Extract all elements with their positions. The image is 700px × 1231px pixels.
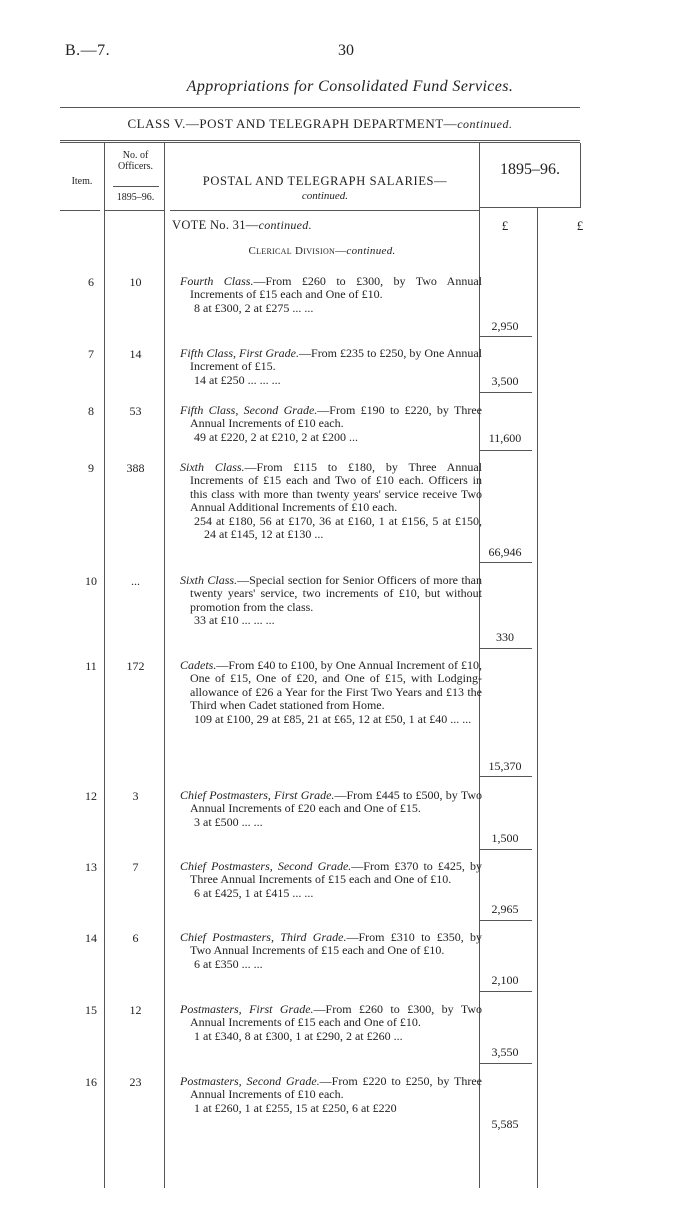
row-amount-rule (480, 920, 532, 921)
year-header-right-border (580, 143, 581, 208)
row-detail: 254 at £180, 56 at £170, 36 at £160, 1 at £156, 5 at £150, 24 at £145, 12 at £130 ... (194, 513, 482, 542)
pound-symbol-total: £ (576, 218, 584, 233)
vote-label (172, 218, 312, 233)
row-item: 16 (85, 1075, 97, 1089)
officers-header-rule (104, 210, 164, 211)
row-description (180, 1003, 482, 1043)
row-amount: 2,100 (491, 973, 519, 987)
row-description (180, 275, 482, 315)
officers-column-header (108, 150, 163, 172)
row-officers: 53 (129, 404, 142, 418)
row-item: 9 (88, 461, 94, 475)
row-amount: 11,600 (488, 431, 522, 445)
row-text: —From £445 to £500, by Two Annual Increments of £20 each and One of £15. (190, 788, 482, 816)
row-amount: 15,370 (488, 759, 522, 773)
row-text: —From £40 to £100, by One Annual Increment of £10, One of £15, One of £20, and One of £15, with Lodging-allowance of £26 a Year for the First Two Years and £13 the Third when Cadet stationed from Home. (190, 658, 482, 713)
page-subtitle: Appropriations for Consolidated Fund Services. (186, 78, 514, 95)
item-column-header: Item. (71, 176, 93, 187)
row-amount-rule (480, 392, 532, 393)
row-item: 7 (88, 347, 94, 361)
title-header-rule (170, 210, 480, 211)
row-detail: 8 at £300, 2 at £275 ... ... (194, 300, 314, 315)
row-heading: Fifth Class, Second Grade. (180, 403, 318, 417)
row-amount: 5,585 (491, 1117, 519, 1131)
row-text: —Special section for Senior Officers of more than twenty years' service, two increments of £10, but without promotion from the class. (190, 573, 483, 614)
class-title-cont: continued. (457, 117, 513, 131)
row-amount-rule (480, 648, 532, 649)
row-description (180, 789, 482, 829)
row-officers: 14 (129, 347, 142, 361)
row-detail: 6 at £425, 1 at £415 ... ... (194, 885, 314, 900)
amount-column-divider (537, 207, 538, 1188)
row-detail: 6 at £350 ... ... (194, 956, 263, 971)
division-heading (172, 245, 472, 257)
pound-symbol-amount: £ (501, 218, 509, 233)
row-text: —From £190 to £220, by Three Annual Increments of £10 each. (190, 403, 482, 431)
row-heading: Chief Postmasters, Second Grade. (180, 859, 352, 873)
row-item: 11 (85, 659, 97, 673)
row-text: —From £220 to £250, by Three Annual Increments of £10 each. (190, 1074, 482, 1102)
division-text: Clerical Division— (248, 245, 347, 257)
salaries-header-title: POSTAL AND TELEGRAPH SALARIES— (202, 174, 448, 188)
row-description (180, 347, 482, 387)
table-top-rule (60, 140, 580, 141)
row-amount: 3,550 (491, 1045, 519, 1059)
row-item: 15 (85, 1003, 97, 1017)
row-heading: Sixth Class. (180, 573, 238, 587)
row-detail: 49 at £220, 2 at £210, 2 at £200 ... (194, 429, 358, 444)
row-officers: 23 (129, 1075, 142, 1089)
row-officers: 12 (129, 1003, 142, 1017)
officers-column-year: 1895–96. (116, 192, 155, 203)
row-detail: 33 at £10 ... ... ... (194, 613, 275, 628)
row-heading: Fourth Class. (180, 274, 254, 288)
row-detail: 3 at £500 ... ... (194, 814, 263, 829)
row-item: 12 (85, 789, 97, 803)
row-heading: Cadets. (180, 658, 217, 672)
row-amount-rule (480, 1063, 532, 1064)
row-amount-rule (480, 776, 532, 777)
row-amount-rule (480, 450, 532, 451)
class-title-text: CLASS V.—POST AND TELEGRAPH DEPARTMENT— (127, 116, 458, 131)
row-officers: 6 (132, 931, 139, 945)
header-rule (60, 107, 580, 108)
table-top-rule-double (60, 142, 580, 143)
row-officers: 3 (132, 789, 139, 803)
row-amount: 2,965 (491, 902, 519, 916)
officers-year-rule (113, 186, 159, 187)
row-text: —From £370 to £425, by Three Annual Increments of £15 each and One of £10. (190, 859, 483, 887)
row-item: 6 (88, 275, 94, 289)
row-description (180, 860, 482, 900)
row-detail: 14 at £250 ... ... ... (194, 372, 281, 387)
row-text: —From £310 to £350, by Two Annual Increments of £15 each and One of £10. (190, 930, 483, 958)
vote-label-cont: continued. (258, 218, 312, 232)
row-amount-rule (480, 562, 532, 563)
row-text: —From £115 to £180, by Three Annual Increments of £15 each and Two of £10 each. Officers in this class with more than twenty years' service receive Two Annual Additional Increments of £10 each. (190, 460, 482, 515)
class-title (60, 116, 580, 132)
row-description (180, 659, 482, 726)
salaries-header-cont: continued. (301, 190, 349, 202)
row-detail: 1 at £260, 1 at £255, 15 at £250, 6 at £220 (194, 1100, 397, 1115)
row-amount-rule (480, 849, 532, 850)
row-description (180, 404, 482, 444)
page-number: 30 (338, 42, 354, 59)
row-text: —From £235 to £250, by One Annual Increment of £15. (190, 346, 483, 374)
row-heading: Postmasters, Second Grade. (180, 1074, 320, 1088)
row-item: 14 (85, 931, 97, 945)
row-detail: 109 at £100, 29 at £85, 21 at £65, 12 at £50, 1 at £40 ... ... (194, 711, 472, 726)
row-description (180, 574, 482, 628)
row-item: 10 (85, 574, 97, 588)
row-amount-rule (480, 336, 532, 337)
officers-header-l1: No. of (122, 150, 149, 161)
row-description (180, 461, 482, 541)
officers-header-l2: Officers. (117, 161, 154, 172)
row-amount: 2,950 (491, 319, 519, 333)
division-cont: continued. (346, 245, 396, 257)
row-text: —From £260 to £300, by Two Annual Increments of £15 each and One of £10. (190, 1002, 483, 1030)
row-heading: Sixth Class. (180, 460, 245, 474)
row-amount-rule (480, 991, 532, 992)
row-heading: Chief Postmasters, Third Grade. (180, 930, 347, 944)
row-detail: 1 at £340, 8 at £300, 1 at £290, 2 at £260 ... (194, 1028, 403, 1043)
row-amount: 66,946 (488, 545, 522, 559)
row-officers: 388 (126, 461, 145, 475)
row-description (180, 931, 482, 971)
year-header-rule (480, 207, 580, 208)
row-heading: Postmasters, First Grade. (180, 1002, 314, 1016)
row-amount: 1,500 (491, 831, 519, 845)
year-column-header: 1895–96. (500, 161, 560, 178)
row-heading: Fifth Class, First Grade. (180, 346, 300, 360)
row-heading: Chief Postmasters, First Grade. (180, 788, 335, 802)
row-item: 8 (88, 404, 94, 418)
row-item: 13 (85, 860, 97, 874)
row-officers: ... (131, 574, 140, 588)
row-amount: 330 (496, 630, 514, 644)
page-reference: B.—7. (65, 42, 111, 59)
row-description (180, 1075, 482, 1115)
vote-label-text: VOTE No. 31— (172, 218, 259, 232)
row-officers: 172 (126, 659, 145, 673)
row-amount: 3,500 (491, 374, 519, 388)
officers-column-divider (164, 143, 165, 1188)
row-officers: 7 (132, 860, 139, 874)
item-header-rule (60, 210, 100, 211)
row-text: —From £260 to £300, by Two Annual Increments of £15 each and One of £10. (190, 274, 482, 302)
row-officers: 10 (129, 275, 142, 289)
